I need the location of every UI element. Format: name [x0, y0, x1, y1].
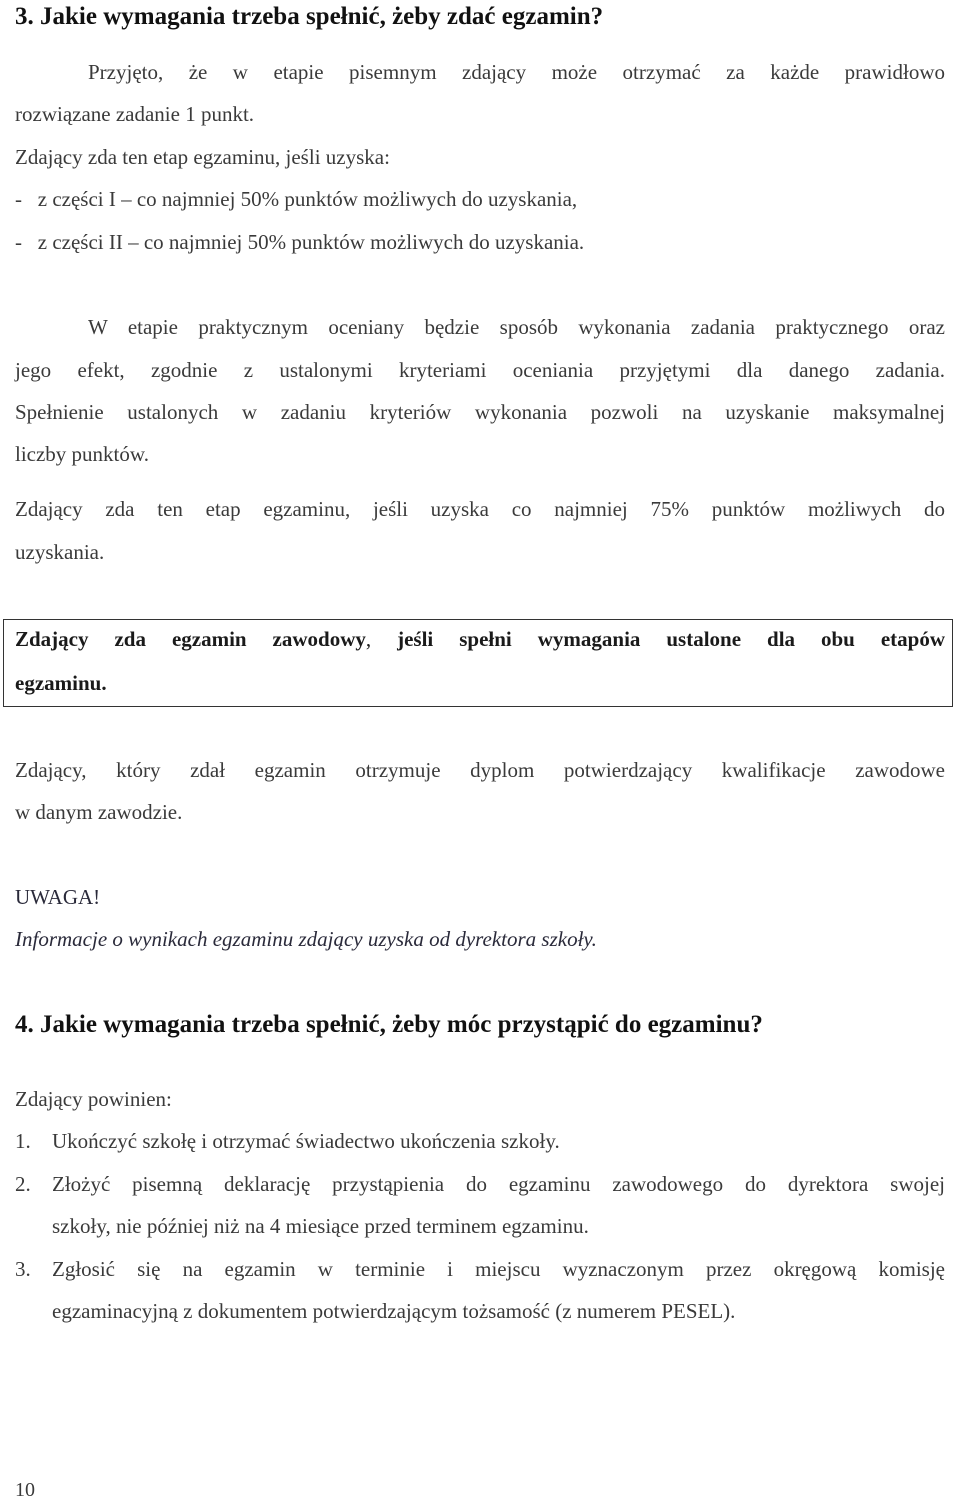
practical-line-3: Spełnienie ustalonych w zadaniu kryteriów wykonania pozwoli na uzyskanie maksymalnej [15, 400, 945, 424]
boxed-line-1-part-b: jeśli spełni wymagania ustalone dla obu etapów [371, 627, 945, 651]
requirement-1-text: Ukończyć szkołę i otrzymać świadectwo ukończenia szkoły. [52, 1129, 560, 1153]
boxed-line-1-part-a: Zdający zda egzamin zawodowy [15, 627, 366, 651]
written-list-item-2: - z części II – co najmniej 50% punktów możliwych do uzyskania. [15, 230, 585, 254]
section-3-heading: 3. Jakie wymagania trzeba spełnić, żeby zdać egzamin? [15, 3, 604, 30]
written-list-item-1: - z części I – co najmniej 50% punktów możliwych do uzyskania, [15, 187, 578, 211]
requirement-2-line-2: szkoły, nie później niż na 4 miesiące przed terminem egzaminu. [52, 1214, 589, 1238]
requirement-3-number: 3. [15, 1257, 31, 1281]
note-label: UWAGA! [15, 885, 101, 909]
diploma-line-2: w danym zawodzie. [15, 800, 183, 824]
written-line-2: rozwiązane zadanie 1 punkt. [15, 102, 255, 126]
written-line-1: Przyjęto, że w etapie pisemnym zdający może otrzymać za każde prawidłowo [88, 60, 945, 84]
practical-line-2: jego efekt, zgodnie z ustalonymi kryteriami oceniania przyjętymi dla danego zadania. [15, 358, 945, 382]
requirement-3-line-2: egzaminacyjną z dokumentem potwierdzającym tożsamość (z numerem PESEL). [52, 1299, 736, 1323]
practical-line-1: W etapie praktycznym oceniany będzie sposób wykonania zadania praktycznego oraz [88, 315, 945, 339]
boxed-line-2: egzaminu. [15, 671, 107, 695]
section-4-heading: 4. Jakie wymagania trzeba spełnić, żeby móc przystąpić do egzaminu? [15, 1011, 763, 1038]
requirement-3-line-1: Zgłosić się na egzamin w terminie i miejscu wyznaczonym przez okręgową komisję [52, 1257, 945, 1281]
requirement-2-number: 2. [15, 1172, 31, 1196]
practical-pass-line-2: uzyskania. [15, 540, 105, 564]
boxed-line-1-comma: , [365, 627, 372, 651]
requirement-2-line-1: Złożyć pisemną deklarację przystąpienia do egzaminu zawodowego do dyrektora swojej [52, 1172, 945, 1196]
section-4-intro: Zdający powinien: [15, 1087, 172, 1111]
practical-line-4: liczby punktów. [15, 442, 149, 466]
note-text: Informacje o wynikach egzaminu zdający uzyska od dyrektora szkoły. [15, 927, 597, 951]
practical-pass-line-1: Zdający zda ten etap egzaminu, jeśli uzyska co najmniej 75% punktów możliwych do [15, 497, 945, 521]
page-number: 10 [15, 1479, 35, 1501]
requirement-1-number: 1. [15, 1129, 31, 1153]
boxed-line-1 [15, 626, 945, 652]
written-line-3: Zdający zda ten etap egzaminu, jeśli uzyska: [15, 145, 390, 169]
diploma-line-1: Zdający, który zdał egzamin otrzymuje dyplom potwierdzający kwalifikacje zawodowe [15, 758, 945, 782]
